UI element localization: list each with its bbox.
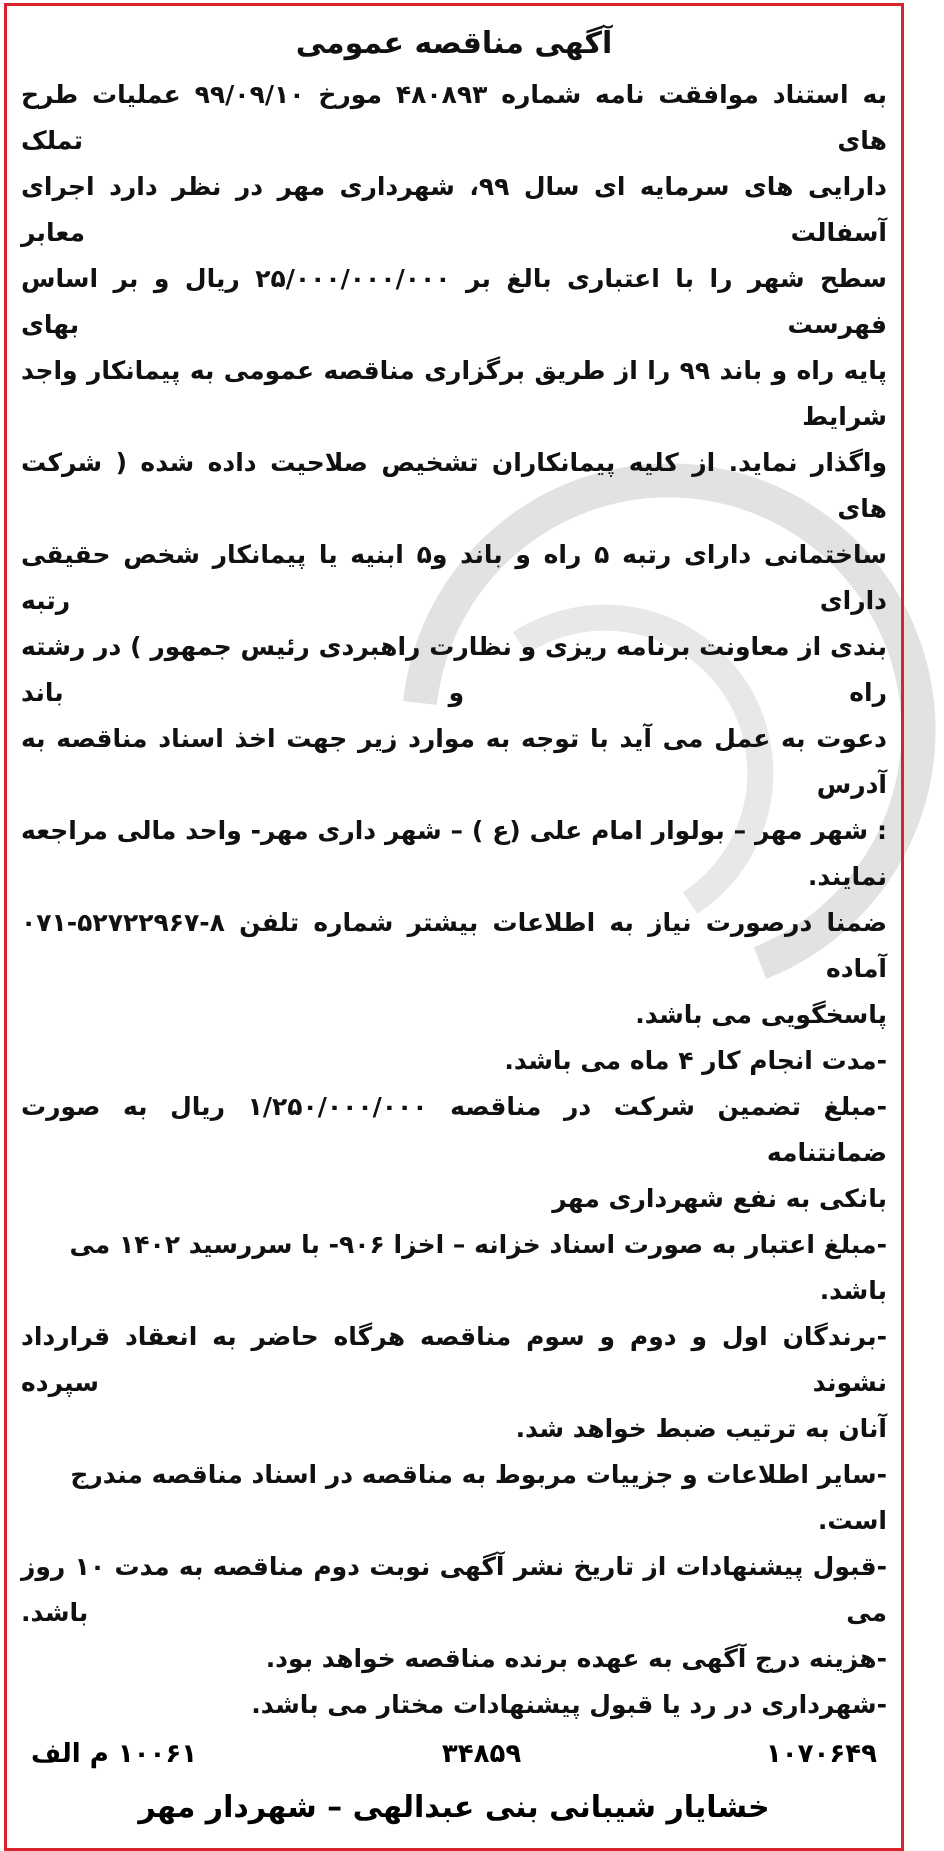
notice-line: -مدت انجام کار ۴ ماه می باشد. bbox=[504, 1046, 887, 1075]
notice-line: سطح شهر را با اعتباری بالغ بر ۲۵/۰۰۰/۰۰۰/۰۰۰ ریال و بر اساس فهرست بهای bbox=[21, 264, 887, 339]
code-center: ۳۴۸۵۹ bbox=[441, 1739, 522, 1769]
notice-line: واگذار نماید. از کلیه پیمانکاران تشخیص صلاحیت داده شده ( شرکت های bbox=[21, 448, 887, 523]
notice-line: ساختمانی دارای رتبه ۵ راه و باند و۵ ابنیه یا پیمانکار شخص حقیقی دارای رتبه bbox=[21, 540, 887, 615]
notice-line: بانکی به نفع شهرداری مهر bbox=[552, 1184, 887, 1213]
code-left: ۱۰۰۶۱ م الف bbox=[31, 1739, 198, 1769]
notice-body bbox=[21, 16, 887, 1836]
notice-line: : شهر مهر – بولوار امام علی (ع ) – شهر داری مهر- واحد مالی مراجعه نمایند. bbox=[21, 816, 887, 891]
notice-line: -شهرداری در رد یا قبول پیشنهادات مختار می باشد. bbox=[251, 1690, 887, 1719]
notice-border bbox=[4, 3, 904, 1851]
notice-line: ضمنا درصورت نیاز به اطلاعات بیشتر شماره تلفن ۸-۵۲۷۲۲۹۶۷-۰۷۱ آماده bbox=[21, 908, 887, 983]
notice-line: -هزینه درج آگهی به عهده برنده مناقصه خواهد بود. bbox=[265, 1644, 887, 1673]
notice-line: آنان به ترتیب ضبط خواهد شد. bbox=[515, 1414, 887, 1443]
signature: خشایار شیبانی بنی عبدالهی – شهردار مهر bbox=[138, 1790, 770, 1825]
notice-line: دارایی های سرمایه ای سال ۹۹، شهرداری مهر در نظر دارد اجرای آسفالت معابر bbox=[21, 172, 887, 247]
notice-line: -مبلغ اعتبار به صورت اسناد خزانه – اخزا ۹۰۶- با سررسید ۱۴۰۲ می باشد. bbox=[69, 1230, 887, 1305]
notice-line: بندی از معاونت برنامه ریزی و نظارت راهبردی رئیس جمهور ) در رشته راه و باند bbox=[21, 632, 887, 707]
notice-line: دعوت به عمل می آید با توجه به موارد زیر جهت اخذ اسناد مناقصه به آدرس bbox=[21, 724, 887, 799]
notice-paragraph bbox=[21, 72, 887, 1728]
notice-line: -قبول پیشنهادات از تاریخ نشر آگهی نوبت دوم مناقصه به مدت ۱۰ روز می باشد. bbox=[21, 1552, 887, 1627]
reference-codes bbox=[21, 1730, 887, 1778]
notice-title: آگهی مناقصه عمومی bbox=[295, 26, 613, 61]
notice-line: پاسخگویی می باشد. bbox=[635, 1000, 887, 1029]
notice-line: -سایر اطلاعات و جزییات مربوط به مناقصه در اسناد مناقصه مندرج است. bbox=[70, 1460, 887, 1535]
notice-line: پایه راه و باند ۹۹ را از طریق برگزاری مناقصه عمومی به پیمانکار واجد شرایط bbox=[21, 356, 888, 431]
code-right: ۱۰۷۰۶۴۹ bbox=[765, 1739, 877, 1769]
notice-line: به استناد موافقت نامه شماره ۴۸۰۸۹۳ مورخ ۹۹/۰۹/۱۰ عملیات طرح های تملک bbox=[21, 80, 887, 155]
notice-line: -برندگان اول و دوم و سوم مناقصه هرگاه حاضر به انعقاد قرارداد نشوند سپرده bbox=[21, 1322, 887, 1397]
notice-line: -مبلغ تضمین شرکت در مناقصه ۱/۲۵۰/۰۰۰/۰۰۰ ریال به صورت ضمانتنامه bbox=[21, 1092, 887, 1167]
